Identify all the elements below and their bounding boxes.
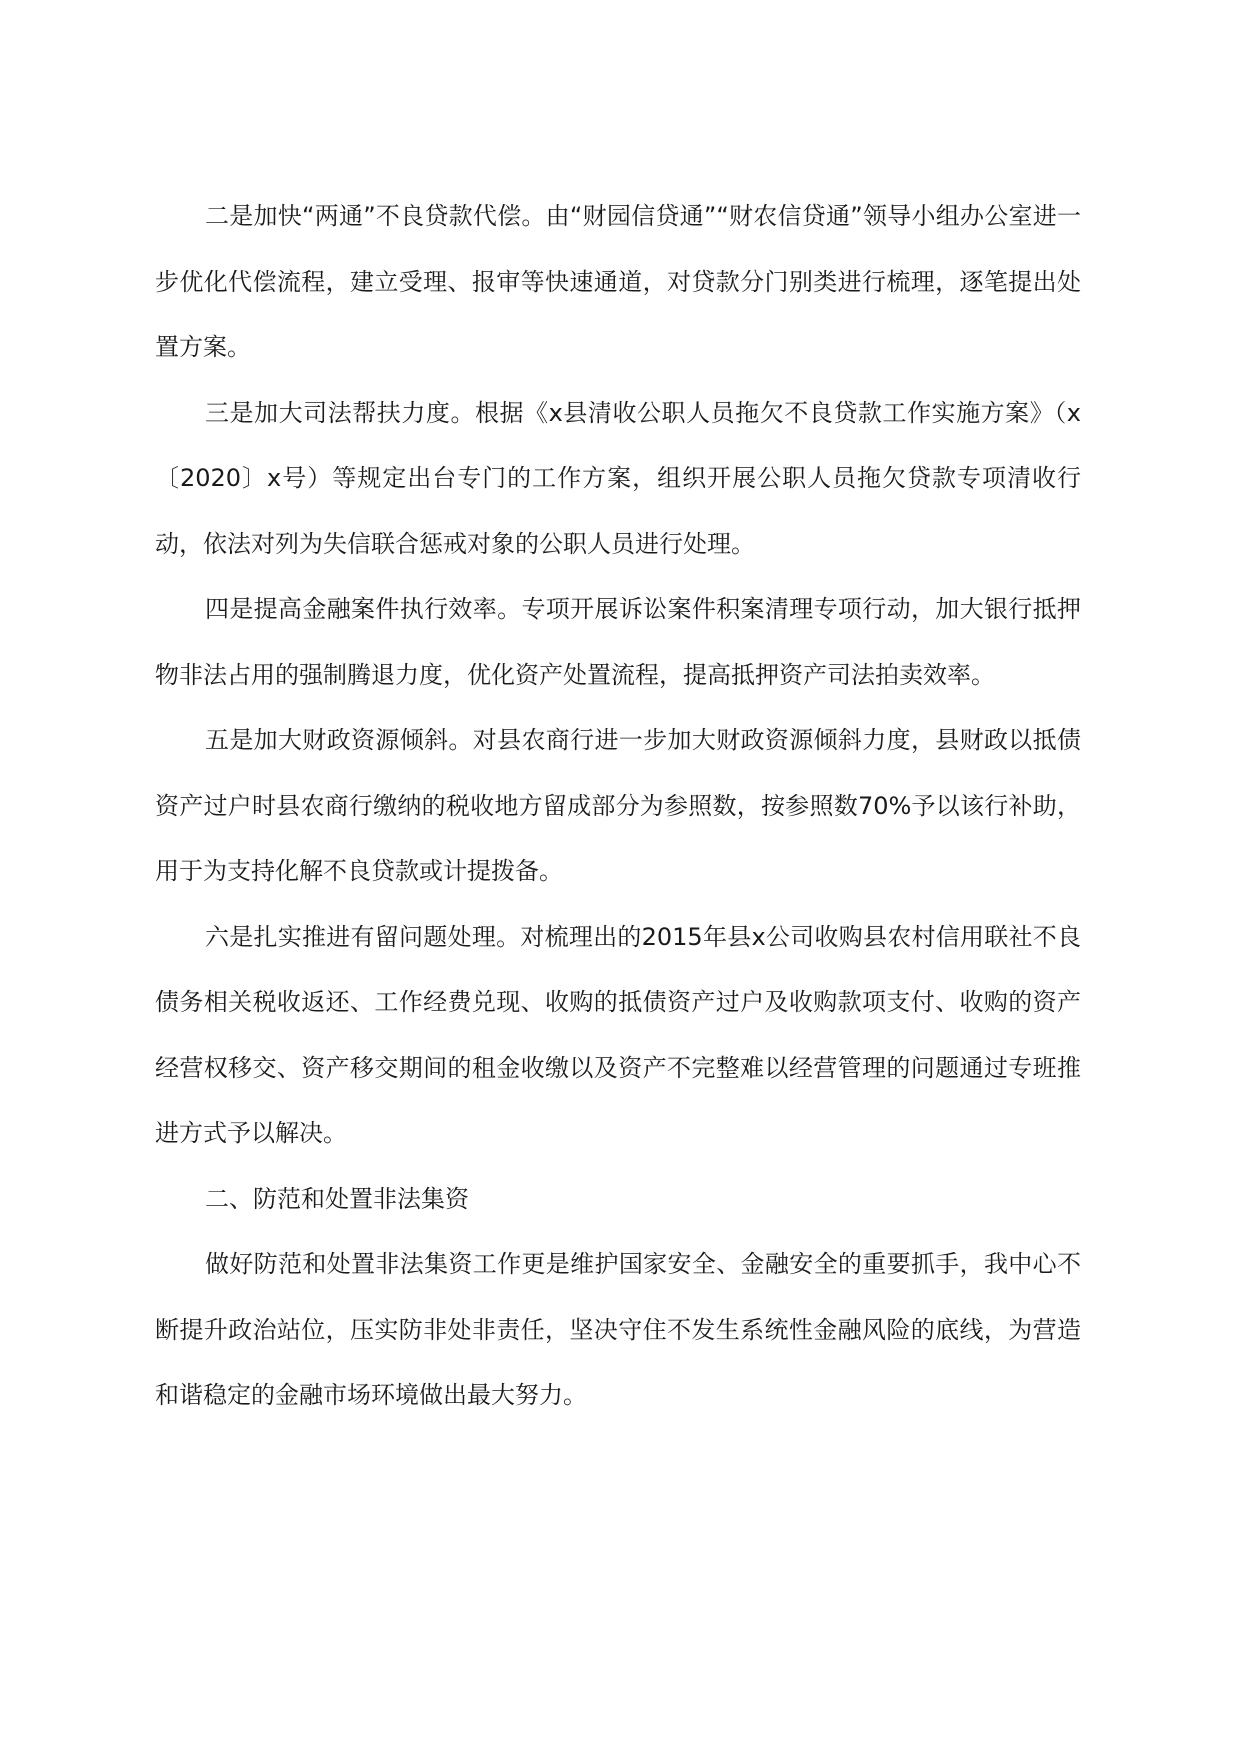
paragraph-illegal-fundraising: 做好防范和处置非法集资工作更是维护国家安全、金融安全的重要抓手，我中心不断提升政治站位，压实防非处非责任，坚决守住不发生系统性金融风险的底线，为营造和谐稳定的金融市场环境做出最大努力。 (155, 1250, 1081, 1409)
section-heading: 二、防范和处置非法集资 (205, 1184, 469, 1213)
paragraph-fiscal-resources: 五是加大财政资源倾斜。对县农商行进一步加大财政资源倾斜力度，县财政以抵债资产过户时县农商行缴纳的税收地方留成部分为参照数，按参照数70%予以该行补助，用于为支持化解不良贷款或计提拨备。 (155, 726, 1081, 885)
document-body (155, 184, 1081, 1429)
paragraph-legacy-issues: 六是扎实推进有留问题处理。对梳理出的2015年县x公司收购县农村信用联社不良债务相关税收返还、工作经费兑现、收购的抵债资产过户及收购款项支付、收购的资产经营权移交、资产移交期间的租金收缴以及资产不完整难以经营管理的问题通过专班推进方式予以解决。 (155, 922, 1081, 1147)
paragraph-judicial-support: 三是加大司法帮扶力度。根据《x县清收公职人员拖欠不良贷款工作实施方案》（x〔2020〕x号）等规定出台专门的工作方案，组织开展公职人员拖欠贷款专项清收行动，依法对列为失信联合惩戒对象的公职人员进行处理。 (155, 398, 1081, 558)
paragraph-loan-compensation: 二是加快“两通”不良贷款代偿。由“财园信贷通”“财农信贷通”领导小组办公室进一步优化代偿流程，建立受理、报审等快速通道，对贷款分门别类进行梳理，逐笔提出处置方案。 (155, 202, 1081, 361)
paragraph-case-execution: 四是提高金融案件执行效率。专项开展诉讼案件积案清理专项行动，加大银行抵押物非法占用的强制腾退力度，优化资产处置流程，提高抵押资产司法拍卖效率。 (155, 595, 1081, 689)
